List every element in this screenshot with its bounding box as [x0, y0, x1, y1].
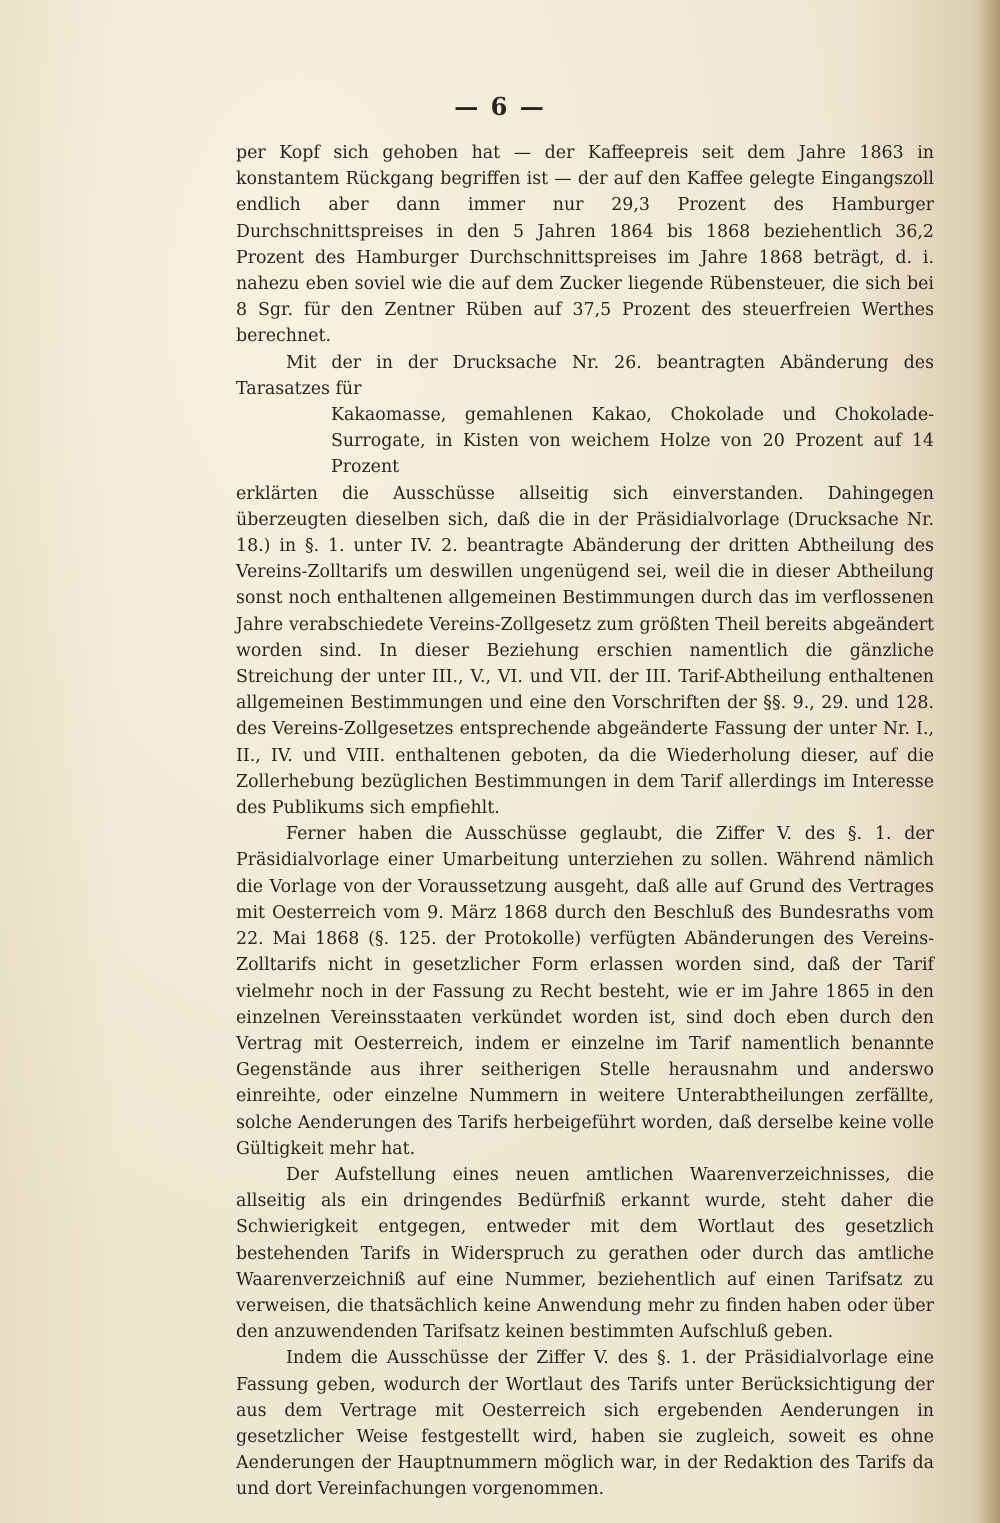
page-edge-shadow	[978, 0, 1000, 1523]
body-text	[236, 140, 934, 1503]
tara-list-item: Kakaomasse, gemahlenen Kakao, Chokolade und Chokolade-Surrogate, in Kisten von weichem Holze von 20 Prozent auf 14 Prozent	[331, 405, 934, 478]
paragraph-2: Mit der in der Drucksache Nr. 26. beantragten Abänderung des Tarasatzes für	[236, 352, 934, 399]
paragraph-5: Der Aufstellung eines neuen amtlichen Waarenverzeichnisses, die allseitig als ein dringendes Bedürfniß erkannt wurde, steht daher die Schwierigkeit entgegen, entweder mit dem Wortlaut des gesetzlich bestehenden Tarifs in Widerspruch zu gerathen oder durch das amtliche Waarenverzeichniß auf eine Nummer, beziehentlich auf einen Tarifsatz zu verweisen, die thatsächlich keine Anwendung mehr zu finden haben oder über den anzuwendenden Tarifsatz keinen bestimmten Aufschluß geben.	[236, 1164, 934, 1343]
page-number: — 6 —	[454, 92, 546, 121]
paragraph-4: Ferner haben die Ausschüsse geglaubt, die Ziffer V. des §. 1. der Präsidialvorlage einer Umarbeitung unterziehen zu sollen. Während nämlich die Vorlage von der Voraussetzung ausgeht, daß alle auf Grund des Vertrages mit Oesterreich vom 9. März 1868 durch den Beschluß des Bundesraths vom 22. Mai 1868 (§. 125. der Protokolle) verfügten Abänderungen des Vereins-Zolltarifs nicht in gesetzlicher Form erlassen worden sind, daß der Tarif vielmehr noch in der Fassung zu Recht besteht, wie er im Jahre 1865 in den einzelnen Vereinsstaaten verkündet worden ist, sind doch eben durch den Vertrag mit Oesterreich, indem er einzelne im Tarif namentlich benannte Gegenstände aus ihrer seitherigen Stelle herausnahm und anderswo einreihte, oder einzelne Nummern in weitere Unterabtheilungen zerfällte, solche Aenderungen des Tarifs herbeigeführt worden, daß derselbe keine volle Gültigkeit mehr hat.	[236, 824, 934, 1159]
paragraph-3: erklärten die Ausschüsse allseitig sich einverstanden. Dahingegen überzeugten dieselben sich, daß die in der Präsidialvorlage (Drucksache Nr. 18.) in §. 1. unter IV. 2. beantragte Abänderung der dritten Abtheilung des Vereins-Zolltarifs um deswillen ungenügend sei, weil die in dieser Abtheilung sonst noch enthaltenen allgemeinen Bestimmungen durch das im verflossenen Jahre verabschiedete Vereins-Zollgesetz zum größten Theil bereits abgeändert worden sind. In dieser Beziehung erschien namentlich die gänzliche Streichung der unter III., V., VI. und VII. der III. Tarif-Abtheilung enthaltenen allgemeinen Bestimmungen und eine den Vorschriften der §§. 9., 29. und 128. des Vereins-Zollgesetzes entsprechende abgeänderte Fassung der unter Nr. I., II., IV. und VIII. enthaltenen geboten, da die Wiederholung dieser, auf die Zollerhebung bezüglichen Bestimmungen in dem Tarif allerdings im Interesse des Publikums sich empfiehlt.	[236, 483, 934, 819]
paragraph-6: Indem die Ausschüsse der Ziffer V. des §. 1. der Präsidialvorlage eine Fassung geben, wodurch der Wortlaut des Tarifs unter Berücksichtigung der aus dem Vertrage mit Oesterreich sich ergebenden Aenderungen in gesetzlicher Weise festgestellt wird, haben sie zugleich, soweit es ohne Aenderungen der Hauptnummern möglich war, in der Redaktion des Tarifs da und dort Vereinfachungen vorgenommen.	[236, 1348, 934, 1500]
paragraph-1: per Kopf sich gehoben hat — der Kaffeepreis seit dem Jahre 1863 in konstantem Rückgang begriffen ist — der auf den Kaffee gelegte Eingangszoll endlich aber dann immer nur 29,3 Prozent des Hamburger Durchschnittspreises in den 5 Jahren 1864 bis 1868 beziehentlich 36,2 Prozent des Hamburger Durchschnittspreises im Jahre 1868 beträgt, d. i. nahezu eben soviel wie die auf dem Zucker liegende Rübensteuer, die sich bei 8 Sgr. für den Zentner Rüben auf 37,5 Prozent des steuerfreien Werthes berechnet.	[236, 143, 934, 347]
